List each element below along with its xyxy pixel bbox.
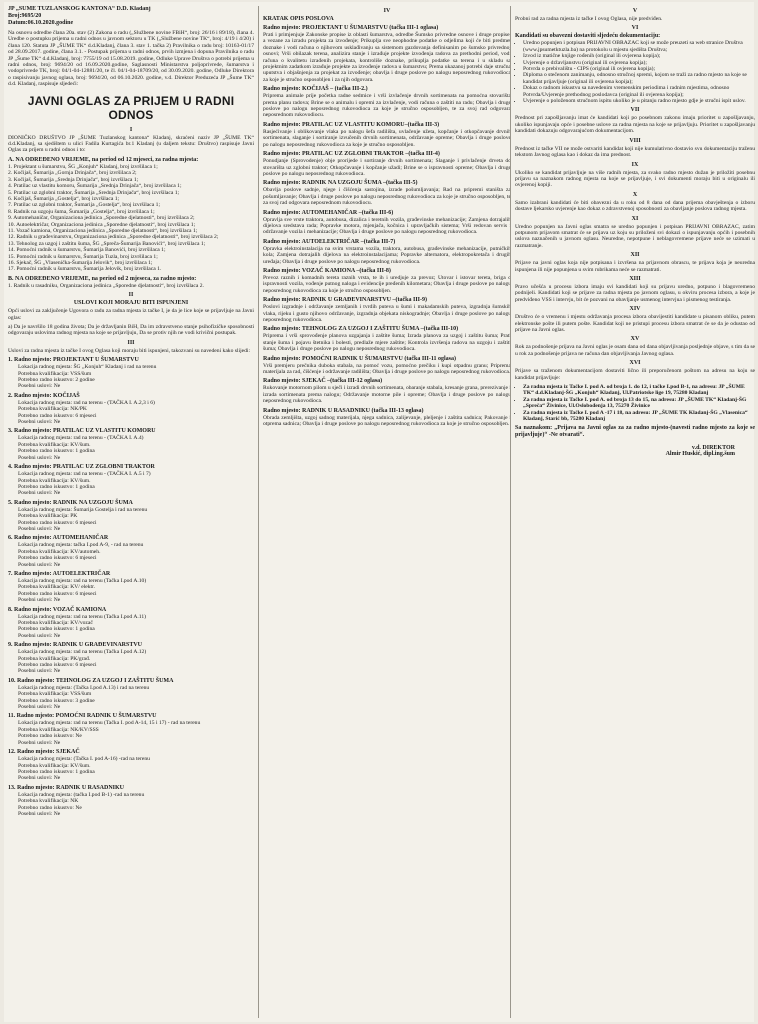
section-IX-heading: IX [631, 161, 639, 168]
position-detail: Posebni uslovi: Ne [18, 383, 61, 390]
position-title: 12. Radno mjesto: SJEKAČ [8, 749, 80, 756]
position-block [8, 393, 254, 426]
list-A-item: 8. Radnik na uzgoju šuma, Šumarija „Gostelja“, broj izvršilaca 1; [8, 208, 155, 215]
position-block [8, 464, 254, 497]
list-A [8, 164, 254, 273]
position-detail: Potrebno radno iskustvo: 6 mjeseci [18, 590, 97, 597]
section-VII-heading: VII [630, 107, 640, 114]
section-V-heading: V [632, 8, 638, 14]
position-detail: Lokacija radnog mjesta: (tačka I.pod B-1) -rad na terenu [18, 791, 145, 798]
list-A-item: 7. Pratilac uz zglobni traktor, Šumarija „Gostelja“, broj izvršilaca 1; [8, 202, 161, 209]
position-detail: Potrebna kvalifikacija: KV/šum. [18, 441, 91, 448]
section-XVI-text: Prijave sa traženom dokumentacijom dostaviti lično ili preporučenom poštom na adresu na koju se kandidat prijavljuje: [515, 368, 755, 381]
section-VI-heading: VI [631, 25, 639, 32]
section-XV-text: Rok za podnošenje prijava na Javni oglas je osam dana od dana objavljivanja posljednje objave, s tim da se u rok za podnošenje prijava ne računa dan objavljivanja Javnog oglasa. [515, 344, 755, 357]
list-A-item: 4. Pratilac uz vlastitu komoru, Šumarija „Srednja Drinjača“, broj izvršilaca 1; [8, 183, 182, 190]
duty-text: Opravlja sve vrste traktora, autobusa, dizalica i teretnih vozila, građevinske mehanizacije; Zamjena dotrajalih dijelova sredstava rada; Popravke motora, mjenjača, kočnica i upravljačkih sistema; Vrši redovan servis i održavanje vozila i mehanizacije; Obavlja i druge poslove po nalogu neposrednog rukovodioca. [263, 216, 511, 236]
position-detail: Lokacija radnog mjesta: rad na terenu (Tačka I.pod A.12) [18, 649, 147, 656]
section-VIII-heading: VIII [629, 137, 641, 144]
position-detail: Potrebno radno iskustvo: 1 godina [18, 448, 95, 455]
position-detail: Posebni uslovi: Ne [18, 775, 61, 782]
document-item: • Potvrda o prebivalištu - CIPS (original ili ovjerena kopija); [523, 66, 755, 72]
duty-text: Prati i primjenjuje Zakonske propise iz oblasti šumarstva, odredbe Šumsko privredne osnove i druge propise, a vezane za izradu projekta za izvođenje; Prikuplja sve neophodne podatke o odjelima koji će biti predmet doznake i vodi računa o njihovom usklađivanju sa sistemom gazdovanja definisanim po šumsko privrednoj osnovi; Vrši obilazak terena, analizira stanje i izrađuje projekte izvođenja radova za prethodni period, vodi računa o kvalitetu izrađenih projekata, kontroliše doznake, prikuplja podatke sa terena i u skladu sa projektnim zadatkom izrađuje projekte za izvođenje radova u šumarstvu; Prema ukazanoj potrebi daje stručna uputstva i objašnjenja za projekat za izvođenje; obavlja i druge poslove po nalogu neposrednog rukovodioca za koje je stručno osposobljen i za njih odgovara. [263, 32, 511, 83]
position-detail: Posebni uslovi: Ne [18, 632, 61, 639]
document-date: Datum:06.10.2020.godine [8, 20, 74, 26]
document-item: • Uvjerenje o državljanstvu (original ili ovjerena kopija); [523, 60, 755, 66]
section-A-heading: A. NA ODREĐENO VRIJEME, na period od 12 mjeseci, za radna mjesta: [8, 156, 199, 163]
position-detail: Lokacija radnog mjesta: tačka I.pod A-9, - rad na terenu [18, 542, 144, 549]
list-A-item: 2. Kočijaš, Šumarija „Gornja Drinjača“, broj izvršilaca 2; [8, 170, 137, 177]
position-title: 1. Radno mjesto: PROJEKTANT U ŠUMARSTVU [8, 357, 139, 364]
position-block [8, 785, 254, 818]
signature-block [515, 445, 755, 457]
position-detail: Posebni uslovi: Ne [18, 810, 61, 817]
duty-heading: Radno mjesto: SJEKAČ –(tačka III-12 oglasa) [263, 378, 383, 385]
position-detail: Lokacija radnog mjesta: (Tačka I. pod A-16) -rad na terenu [18, 756, 150, 763]
duty-heading: Radno mjesto: POMOĆNI RADNIK U ŠUMARSTVU (tačka III-11 oglasa) [263, 355, 456, 362]
position-detail: Lokacija radnog mjesta: rad na terenu - (TAČKA I. A.4) [18, 435, 144, 442]
position-detail: Lokacija radnog mjesta: rad na terenu (Tačka I.pod A.10) [18, 577, 147, 584]
list-A-item: 1. Projektant u šumarstvu, ŠG „Konjuh“ Kladanj, broj izvršilaca 1; [8, 163, 158, 170]
signature-role: v.d. DIREKTOR [691, 445, 735, 452]
position-detail: Lokacija radnog mjesta: Šumarija Gostelja i rad na terenu [18, 506, 148, 513]
duty-heading: Radno mjesto: TEHNOLOG ZA UZGOJ I ZAŠTITU ŠUMA –(tačka III-10) [263, 326, 459, 333]
section-IX-text: Ukoliko se kandidat prijavljuje na više radnih mjesta, za svako radno mjesto dužan je priložiti posebnu prijavu sa naznakom radnog mjesta na koje se prijavljuje, i svi dokumenti moraju biti u originalu ili ovjerenoj kopiji. [515, 169, 755, 189]
duty-heading: Radno mjesto: AUTOELEKTRIČAR –(tačka III-7) [263, 238, 396, 245]
position-block [8, 500, 254, 533]
list-A-item: 17. Pomoćni radnik u šumarstvu, Šumarija Jelovik, broj izvršilaca 1. [8, 266, 162, 273]
address-list [515, 384, 755, 422]
list-A-item: 16. Sjekač, ŠG „Vlasenička-Šumarija Jelovik“, broj izvršilaca 1; [8, 259, 153, 266]
position-detail: Potrebna kvalifikacija: NK/KV/SSS [18, 726, 99, 733]
intro-text: Na osnovu odredbe člana 20a. stav (2) Zakona o radu („Službene novine FBiH“, broj: 26/16 i 89/18), člana 4. Uredbe o postupku prijema u radni odnos u javnom sektoru u TK („Službene novine TK“, broj: 4/19 i 4/20) i člana 120. Statuta JP „ŠUME TK“ d.d.Kladanj, člana 3. stav 1. tačka 2) Pravilnika o radu broj: 10163-01/17 od 28.09.2017. godine, člana 3.1. - Postupak prijema u radni odnos, prvih izmjena i dopuna Pravilnika o radu JP „Šume TK“ d.d.Kladanj, broj: 7755/19 od 15.08.2019. godine, Odluke Uprave Društva o potrebi prijema u radni odnos, broj: 9694/20 od 16.09.2020.godine, Saglasnosti Ministarstva poljoprivrede, šumarstva i vodoprivrede TK, broj: 04/1-04-12881/20, te čl. 04/1-04-18709/20, od 30.09.2020. godine, Odluke Direktora o raspisivanju javnog oglasa, broj: 9694/20, od 06.10.2020. godine, v.d. Direktor Preduzeća JP „Šume TK“ d.d. Kladanj, raspisuje sljedeći: [8, 30, 254, 88]
duty-heading: Radno mjesto: PRATILAC UZ ZGLOBNI TRAKTOR –(tačka III-4) [263, 151, 440, 158]
section-II-a: a) Da je navršilo 18 godina života; Da je državljanin BiH, Da im zdravstveno stanje psihofizičke sposobnosti odgovaraju uslovima radnog mjesta na koje se prijavljuju, Da se protiv njih ne vodi krivični postupak. [8, 324, 254, 337]
section-VI-title: Kandidati su obavezni dostaviti sljedeću dokumentaciju: [515, 33, 661, 40]
position-title: 7. Radno mjesto: AUTOELEKTRIČAR [8, 570, 111, 577]
list-A-item: 12. Radnik u građevinarstvu, Organizaciona jedinica „Sporedne djelatnosti“, broj izvršilaca 2; [8, 234, 219, 241]
position-title: 9. Radno mjesto: RADNIK U GRAĐEVINARSTVU [8, 642, 143, 649]
duty-heading: Radno mjesto: RADNIK NA UZGOJU ŠUMA –(tačka III-5) [263, 180, 418, 187]
list-B-item: 1. Radnik u rasadniku, Organizaciona jedinica „Sporedne djelatnosti“, broj izvršilaca 2. [8, 282, 204, 289]
duty-heading: Radno mjesto: RADNIK U RASADNIKU (tačka III-13 oglasa) [263, 407, 424, 414]
section-B-heading: B. NA ODREĐENO VRIJEME, na period od 2 mjeseca, za radno mjesto: [8, 275, 197, 282]
position-detail: Potrebno radno iskustvo: 1 godina [18, 768, 95, 775]
position-title: 3. Radno mjesto: PRATILAC UZ VLASTITU KOMORU [8, 428, 156, 435]
position-detail: Potrebna kvalifikacija: KV/vozač [18, 620, 93, 626]
position-detail: Potrebno radno iskustvo: 6 mjeseci [18, 555, 97, 562]
positions-list [8, 357, 254, 817]
position-detail: Lokacija radnog mjesta: rad na terenu (Tačka I.pod A.11) [18, 613, 147, 620]
position-detail: Potrebna kvalifikacija: NK [18, 798, 79, 805]
address-item: • Za radna mjesta iz Tačke I. pod A. od broja 13 do 15, na adresu: JP „ŠUME TK“ Kladanj-ŠG „Spreča“ Živinice, Ul.Oslobođenja 13, 75270 Živinice [523, 397, 755, 410]
section-II-text: Opći uslovi za zaključenje Ugovora o radu za radna mjesta iz tačke I, je da je lice koje se prijavljuje na Javni oglas: [8, 308, 254, 321]
position-title: 2. Radno mjesto: KOČIJAŠ [8, 392, 80, 399]
section-I-text: DIONIČKO DRUŠTVO JP „ŠUME Tuzlanskog kantona“ Kladanj, skraćeni naziv JP „ŠUME TK“ d.d.Kladanj, sa sjedištem u ulici Fadila Kurtagića br.1 Kladanj (u daljem tekstu: Društvo) raspisuje Javni Oglas za prijem u radni odnos i to: [8, 134, 254, 154]
section-II-heading: II [128, 292, 134, 299]
position-detail: Posebni uslovi: Ne [18, 597, 61, 604]
position-detail: Potrebna kvalifikacija: KV/ elektr. [18, 584, 96, 591]
document-item: • Dokaz o radnom iskustvu sa navedenim vremenskim periodima i radnim mjestima, odnosno Potvrda/Uvjerenje prethodnog poslodavca (original ili ovjerena kopija); [523, 85, 755, 98]
section-IV-title: KRATAK OPIS POSLOVA [263, 16, 334, 22]
section-XI-text: Uredno popunjen na Javni oglas smatra se uredno popunjen i potpisan PRIJAVNI OBRAZAC, zatim potpunom prijavom smatrat će se prijava uz koju su priloženi svi dokazi o ispunjavanju općih i posebnih uslova naznačenih u javnom oglasu. Neuredne, nepotpune i neblagovremene prijave neće se uzimati u razmatranje. [515, 223, 755, 249]
position-block [8, 749, 254, 782]
duty-text: Ponudjanje (Sprovodenje) obje prorijede i sortiranje drvnih sortimenata; Slaganje i privlačenje drveta do stovarišta uz zglobni traktor; Otkopčavanje i kopčanje užadi; Brine se o ispravnosti opreme; Obavlja i druge poslove po nalogu neposrednog rukovodioca. [263, 158, 511, 177]
position-detail: Posebni uslovi: Ne [18, 561, 61, 568]
position-title: 8. Radno mjesto: VOZAČ KAMIONA [8, 606, 107, 613]
section-III-text: Uslovi za radna mjesta iz tačke I ovog Oglasa koji moraju biti ispunjeni, takozvani su navedeni kako slijedi: [8, 347, 251, 354]
documents-list [515, 40, 755, 104]
document-item: • Diploma o stečenom zanimanju, odnosno stručnoj spremi, kojom se traži za radno mjesto na koje se kandidat prijavljuje (original ili ovjerena kopija); [523, 72, 755, 85]
position-detail: Potrebna kvalifikacija: KV/automeh. [18, 548, 101, 555]
duty-text: Priprema i vrši sprovođenje planova uzgajanja i zaštite šuma; Izrada planova za uzgoj i zaštitu šuma; Prati stanje šuma i pojavu štetnika i bolesti, predlaže mjere zaštite; Kontrola izvršenja radova na uzgoju i zaštiti šuma; Obavlja i druge poslove po nalogu neposrednog rukovodioca. [263, 333, 511, 353]
section-XIII-heading: XIII [629, 275, 641, 282]
section-XI-heading: XI [631, 215, 639, 222]
list-A-item: 13. Tehnolog za uzgoj i zaštitu šuma, ŠG „Spreča-Šumarija Banovići“, broj izvršilaca 1; [8, 240, 206, 247]
position-detail: Potrebna kvalifikacija: PK/građ. [18, 655, 91, 662]
position-title: 11. Radno mjesto: POMOĆNI RADNIK U ŠUMARSTVU [8, 713, 157, 720]
position-detail: Potrebno radno iskustvo: 6 mjeseci [18, 412, 97, 419]
list-A-item: 14. Pomoćni radnik u šumarstvu, Šumarija Banovići, broj izvršilaca 1; [8, 247, 166, 254]
column-1 [8, 6, 254, 1018]
position-block [8, 535, 254, 568]
position-detail: Potrebno radno iskustvo: 1 godina [18, 626, 95, 633]
position-block [8, 678, 254, 711]
document-item: • Uvjerenje o položenom stručnom ispitu ukoliko je u pitanju radno mjesto gdje je stručni ispit uslov. [523, 98, 755, 104]
duty-text: Rasjećivanje i oblikovanje vlaka po nalogu šefa radilišta, uvlačenje užeta, kopčanje i otkopčavanje drvnih sortimenata, slaganje i sortiranje izvučenih drvnih sortimenata, održavanje opreme; Obavlja i druge poslove po nalogu neposrednog rukovodioca za koje je stručno osposobljen. [263, 128, 511, 148]
duty-text: Prevoz raznih i komadnih tereta raznih vrsta, te ih i uredjuje za prevoz; Utovar i istovar tereta, briga o ispravnosti vozila, vođenje putnog naloga i evidencije pređenih kilometara; Obavlja i druge poslove po nalogu neposrednog rukovodioca za koje je stručno osposobljen. [263, 274, 511, 294]
section-III-heading: III [127, 339, 135, 346]
section-XV-heading: XV [630, 336, 640, 343]
section-XII-text: Prijave na javni oglas koja nije potpisana i izvršena na prijavnom obrascu, te prijava koja je neuredna ispunjena ili nije popunjena u svim rubrikama neće se razmatrati. [515, 260, 755, 273]
position-block [8, 357, 254, 390]
position-detail: Posebni uslovi: Ne [18, 668, 61, 675]
section-XIII-text: Pravo učešća u procesu izbora imaju svi kandidati koji su prijavu uredno, potpuno i blagovremeno podnijeli. Kandidati koji se prijave za radna mjesta po javnom oglasu, u okviru procesa izbora, a koje je predviđeno VSS i intervju, bit će pozvani na obavljanje usmenog intervjua i pismenog testiranja. [515, 283, 755, 303]
section-XII-heading: XII [630, 252, 640, 259]
list-A-item: 3. Kočijaš, Šumarija „Srednja Drinjača“, broj izvršilaca 1; [8, 176, 139, 183]
section-II-title: USLOVI KOJI MORAJU BITI ISPUNJENI [73, 300, 189, 307]
duty-heading: Radno mjesto: VOZAČ KAMIONA –(tačka III-8) [263, 267, 391, 274]
position-block [8, 713, 254, 746]
position-block [8, 642, 254, 675]
section-VII-text: Prednost pri zapošljavanju imat će kandidati koji po posebnom zakonu imaju prioritet u zapošljavanju, ukoliko ispunjavaju opće i posebne uslove za radna mjesta na koje se prijavljuju. Prioritet u zapošljavanju kandidati dokazuju odgovarajućom dokumentacijom. [515, 115, 755, 135]
position-title: 5. Radno mjesto: RADNIK NA UZGOJU ŠUMA [8, 499, 133, 506]
duty-text: Vrši premjeru prečnika duboka stabala, na pomoć vozu, pomoćno prečiku i kupi otpadnu granu; Priprema materijala za rad, čišćenje i održavanje radilišta; Obavlja i druge poslove po nalogu neposrednog rukovodioca. [263, 362, 511, 376]
position-detail: Posebni uslovi: Ne [18, 704, 61, 711]
duty-text: Obavlja poslove sadnje, njege i čišćenja sastojina, izrade pošumljavanja; Rad na pripremi staništa za pošumljavanje; Obavlja i druge poslove po nalogu neposrednog rukovodioca za koje je stručno osposobljen, te za svoj rad odgovara neposrednom rukovodiocu. [263, 187, 511, 207]
section-I-heading: I [129, 126, 133, 133]
column-3 [510, 6, 755, 1018]
position-detail: Lokacija radnog mjesta: rad na terenu (Tačka I. pod A-14, 15 i 17) - rad na terenu [18, 720, 201, 727]
section-IV-heading: IV [383, 8, 391, 14]
newspaper-page [4, 2, 754, 1022]
position-detail: Potrebna kvalifikacija: PK [18, 513, 78, 520]
position-block [8, 607, 254, 640]
duty-heading: Radno mjesto: KOČIJAŠ – (tačka III-2.) [263, 86, 368, 93]
position-detail: Lokacija radnog mjesta: ŠG „Konjuh“ Kladanj i rad na terenu [18, 364, 157, 371]
section-X-text: Samo izabrani kandidati će biti obavezni da u roku od 8 dana od dana prijema obavještenja o izboru dostave ljekarsko uvjerenje kao dokaz o zdravstvenoj sposobnosti za obavljanje poslova radnog mjesta. [515, 199, 755, 213]
duty-text: Rukovanje motornom pilom u sječi i izradi drvnih sortimenata, obaranje stabala, kresanje grana, prerezivanje i izrada sortimenata prema nalogu; Održavanje motorne pile i opreme; Obavlja i druge poslove po nalogu neposrednog rukovodioca. [263, 385, 511, 405]
position-detail: Potrebno radno iskustvo: Ne [18, 733, 82, 740]
address-item: • Za radna mjesta iz Tačke I. pod A -17 i 18, na adresu: JP „ŠUME TK Kladanj-ŠG „Vlasenica“ Kladanj, Starić bb, 75280 Kladanj [523, 410, 755, 423]
list-A-item: 6. Kočijaš, Šumarija „Gostelja“, broj izvršilaca 1; [8, 195, 120, 202]
list-A-item: 15. Pomoćni radnik u šumarstvu, Šumarija Tuzla, broj izvršilaca 1; [8, 253, 158, 260]
position-detail: Potrebno radno iskustvo: 6 mjeseci [18, 519, 97, 526]
section-VIII-text: Prednost iz tačke VII ne može ostvariti kandidat koji nije kumulativno dostavio svu dokumentaciju traženu tekstom Javnog oglasa kao i dokaz da ima prednost. [515, 145, 755, 159]
duty-heading: Radno mjesto: PROJEKTANT U ŠUMARSTVU (tačka III-1 oglasa) [263, 25, 439, 31]
company-header: JP „ŠUME TUZLANSKOG KANTONA“ D.D. Kladanj [8, 6, 151, 12]
section-V-text: Probni rad za radna mjesta iz tačke I ovog Oglasa, nije predviđen. [515, 16, 663, 22]
page-title: JAVNI OGLAS ZA PRIJEM U RADNI ODNOS [27, 93, 235, 122]
list-A-item: 9. Automehaničar, Organizaciona jedinica „Sporedne djelatnosti“, broj izvršilaca 2; [8, 215, 195, 222]
position-detail: Potrebna kvalifikacija: VSS/šum [18, 691, 92, 698]
document-number: Broj:9695/20 [8, 13, 42, 19]
position-detail: Potrebna kvalifikacija: VSS/šum [18, 370, 92, 377]
position-detail: Potrebno radno iskustvo: 2 godine [18, 377, 95, 384]
position-detail: Posebni uslovi: Ne [18, 419, 61, 426]
document-item: • Izvod iz matične knjige rođenih (original ili ovjerena kopija); [523, 53, 755, 59]
position-title: 4. Radno mjesto: PRATILAC UZ ZGLOBNI TRAKTOR [8, 464, 155, 471]
section-XIV-heading: XIV [629, 306, 641, 313]
position-detail: Potrebno radno iskustvo: Ne [18, 804, 82, 811]
position-detail: Posebni uslovi: Ne [18, 525, 61, 532]
position-detail: Lokacija radnog mjesta: rad na terenu - (TAČKA I. A.5 i 7) [18, 471, 151, 478]
position-block [8, 428, 254, 461]
duties-list [263, 25, 511, 427]
duty-heading: Radno mjesto: PRATILAC UZ VLASTITU KOMORU–(tačka III-3) [263, 121, 440, 128]
list-A-item: 10. Autoelektričar, Organizaciona jedinica „Sporedne djelatnosti“, broj izvršilaca 1; [8, 221, 196, 228]
duty-text: Priprema animale prije početka radne sedmice i vrši izvlačenje drvnih sortimenata na pomoćna stovarišta prema planu radova; Brine se o animalu i opremi za izvlačenje, vodi računa o zaštiti na radu; Obavlja i druge poslove po nalogu neposrednog rukovodioca za koje je stručno osposobljen, te za svoj rad odgovara neposrednom rukovodiocu. [263, 93, 511, 119]
position-detail: Potrebna kvalifikacija: NK/PK [18, 406, 87, 413]
position-detail: Lokacija radnog mjesta: rad na terenu - (TAČKA I. A.2,3 i 6) [18, 399, 155, 406]
position-detail: Posebni uslovi: Ne [18, 454, 61, 461]
duty-heading: Radno mjesto: AUTOMEHANIČAR –(tačka III-6) [263, 209, 394, 216]
position-title: 13. Radno mjesto: RADNIK U RASADNIKU [8, 784, 125, 791]
position-detail: Potrebno radno iskustvo: 3 godine [18, 697, 95, 704]
column-2 [258, 6, 511, 1018]
list-B [8, 283, 254, 289]
position-title: 6. Radno mjesto: AUTOMEHANIČAR [8, 535, 109, 542]
position-title: 10. Radno mjesto: TEHNOLOG ZA UZGOJ I ZAŠTITU ŠUMA [8, 677, 174, 684]
position-block [8, 571, 254, 604]
position-detail: Potrebna kvalifikacija: KV/šum. [18, 477, 91, 484]
position-detail: Potrebna kvalifikacija: KV/šum. [18, 762, 91, 769]
duty-text: Opravka elektroinstalacija na svim vrstama vozila, traktora, autobusa, građevinske mehanizacije, putničkih kola; Zamjena dotrajalih dijelova na elektroinstalacijama; Popravke alternatora, elektropokretača i drugih uređaja; Obavlja i druge poslove po nalogu neposrednog rukovodioca. [263, 245, 511, 265]
position-detail: Lokacija radnog mjesta: (Tačka I.pod A.13) i rad na terenu [18, 684, 150, 691]
position-detail: Potrebno radno iskustvo: 1 godina [18, 483, 95, 490]
position-detail: Potrebno radno iskustvo: 6 mjeseci [18, 662, 97, 669]
list-A-item: 5. Pratilac uz zglobni traktor, Šumarija „Srednja Drinjača“, broj izvršilaca 1; [8, 189, 180, 196]
section-XIV-text: Društvo će o vremenu i mjestu održavanja procesa izbora obavijestiti kandidate u pisanom obliku, putem elektronske pošte ili putem pošte. Kandidat koji ne pristupi procesu izbora smatrat će se da je odustao od prijave na Javni oglas. [515, 314, 755, 333]
duty-text: Obrada zemljišta, uzgoj sadnog materijala, njega sadnica, zalijevanje, pleljenje i zaštita sadnica; Pakovanje i otprema sadnica; Obavlja i druge poslove po nalogu neposrednog rukovodioca za koje je stručno osposobljen. [263, 414, 511, 428]
position-detail: Posebni uslovi: Ne [18, 739, 61, 746]
address-item: • Za radna mjesta iz Tačke I. pod A. od broja 1. do 12, i tačke I.pod B-1, na adresu: JP „ŠUME TK“ d.d.Kladanj-ŠG „Konjuh“ Kladanj, Ul.Patriotske lige 19, 75280 Kladanj [523, 384, 755, 397]
list-A-item: 11. Vozač kamiona, Organizaciona jedinica „Sporedne djelatnosti“, broj izvršilaca 1; [8, 227, 198, 234]
signature-name: Almir Huskić, dipl.ing.šum [665, 451, 735, 458]
section-X-heading: X [632, 191, 638, 198]
duty-text: Poslovi izgradnje i održavanje zemljanih i tvrdih puteva u šumi i makadamskih puteva, izgradnja šumskih vlaka, rijeku i gusto njihovo održavanje, izgradnja objekata niskogradnje; Obavlja i druge poslove po nalogu neposrednog rukovodioca. [263, 304, 511, 323]
duty-heading: Radno mjesto: RADNIK U GRAĐEVINARSTVU –(tačka III-9) [263, 297, 428, 304]
position-detail: Posebni uslovi: Ne [18, 490, 61, 497]
envelope-note: Sa naznakom: „Prijava na Javni oglas za za radno mjesto-(navesti radno mjesto za koje se prijavljuje)“ -Ne otvarati“. [515, 425, 755, 439]
document-item: • Uredno popunjen i potpisan PRIJAVNI OBRAZAC koji se može preuzeti sa web stranice Društva (www.jpsumetktuzla.ba) na protokolu u mjestu sjedišta Društva; [523, 40, 755, 53]
section-XVI-heading: XVI [629, 360, 641, 367]
